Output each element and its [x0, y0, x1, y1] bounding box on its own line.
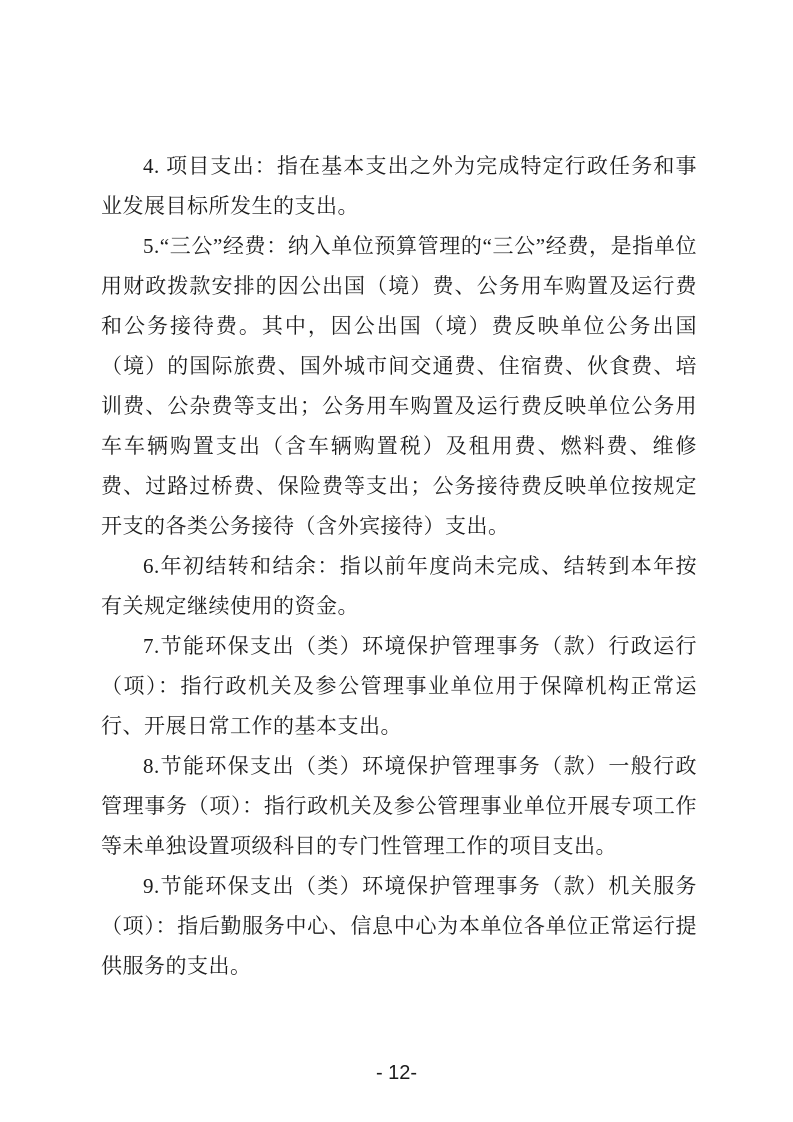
- document-body: [101, 146, 697, 986]
- paragraph-item-7-administrative-operation: 7.节能环保支出（类）环境保护管理事务（款）行政运行（项）：指行政机关及参公管理事业单位用于保障机构正常运行、开展日常工作的基本支出。: [101, 634, 697, 738]
- paragraph-item-6-carryover-and-surplus: 6.年初结转和结余：指以前年度尚未完成、结转到本年按有关规定继续使用的资金。: [101, 554, 697, 618]
- paragraph-item-4-project-expenditure: 4. 项目支出：指在基本支出之外为完成特定行政任务和事业发展目标所发生的支出。: [101, 154, 697, 218]
- paragraph-item-5-three-public-funds: 5.“三公”经费：纳入单位预算管理的“三公”经费，是指单位用财政拨款安排的因公出国（境）费、公务用车购置及运行费和公务接待费。其中，因公出国（境）费反映单位公务出国（境）的国际旅费、国外城市间交通费、住宿费、伙食费、培训费、公杂费等支出；公务用车购置及运行费反映单位公务用车车辆购置支出（含车辆购置税）及租用费、燃料费、维修费、过路过桥费、保险费等支出；公务接待费反映单位按规定开支的各类公务接待（含外宾接待）支出。: [101, 234, 697, 538]
- paragraph-item-8-general-admin-affairs: 8.节能环保支出（类）环境保护管理事务（款）一般行政管理事务（项）：指行政机关及参公管理事业单位开展专项工作等未单独设置项级科目的专门性管理工作的项目支出。: [101, 754, 697, 858]
- page-number: - 12-: [375, 1062, 418, 1084]
- paragraph-item-9-agency-services: 9.节能环保支出（类）环境保护管理事务（款）机关服务（项）：指后勤服务中心、信息中心为本单位各单位正常运行提供服务的支出。: [101, 874, 697, 978]
